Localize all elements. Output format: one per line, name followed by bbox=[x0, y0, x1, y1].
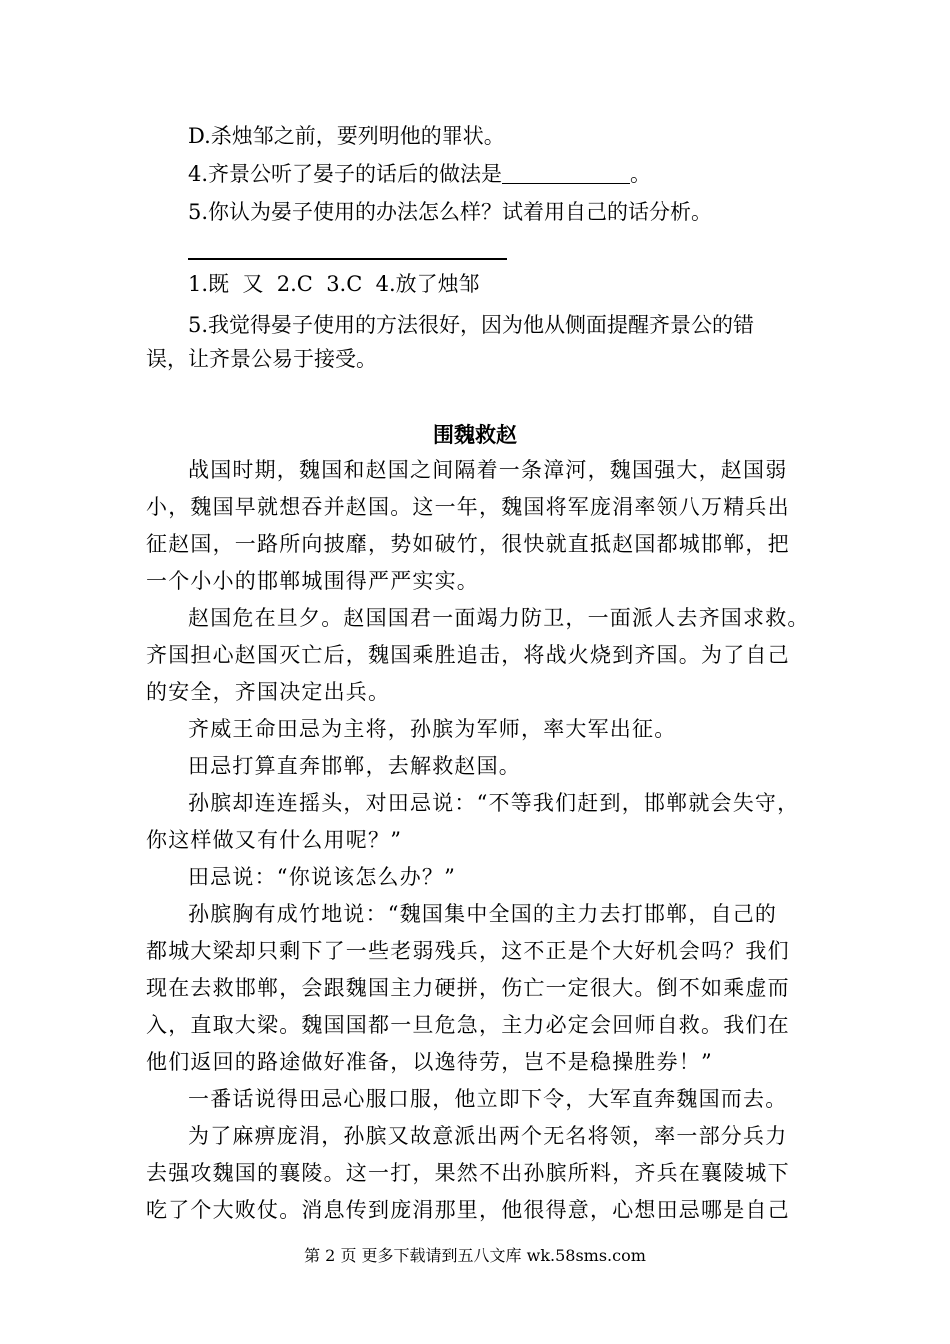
question-d-option: D.杀烛邹之前，要列明他的罪状。 bbox=[188, 124, 505, 148]
page-footer: 第 2 页 更多下载请到五八文库 wk.58sms.com bbox=[304, 1246, 646, 1265]
story-line: 他们返回的路途做好准备，以逸待劳，岂不是稳操胜券！” bbox=[146, 1050, 713, 1074]
answer-line-3: 误，让齐景公易于接受。 bbox=[146, 347, 377, 371]
story-line: 孙膑胸有成竹地说：“魏国集中全国的主力去打邯郸，自己的 bbox=[188, 902, 778, 926]
story-line: 一番话说得田忌心服口服，他立即下令，大军直奔魏国而去。 bbox=[188, 1087, 788, 1111]
story-line: 齐威王命田忌为主将，孙膑为军师，率大军出征。 bbox=[188, 717, 677, 741]
story-line: 田忌说：“你说该怎么办？” bbox=[188, 865, 457, 889]
story-line: 战国时期，魏国和赵国之间隔着一条漳河，魏国强大，赵国弱 bbox=[188, 458, 788, 482]
story-title: 围魏救赵 bbox=[433, 422, 517, 447]
question-4 bbox=[188, 160, 651, 188]
story-line: 去强攻魏国的襄陵。这一打，果然不出孙膑所料，齐兵在襄陵城下 bbox=[146, 1161, 790, 1185]
question-4-end: 。 bbox=[630, 162, 652, 186]
story-line: 都城大梁却只剩下了一些老弱残兵，这不正是个大好机会吗？我们 bbox=[146, 939, 790, 963]
question-5: 5.你认为晏子使用的办法怎么样？试着用自己的话分析。 bbox=[188, 200, 713, 224]
story-line: 征赵国，一路所向披靡，势如破竹，很快就直抵赵国都城邯郸，把 bbox=[146, 532, 790, 556]
story-line: 你这样做又有什么用呢？” bbox=[146, 828, 403, 852]
answer-line-2: 5.我觉得晏子使用的方法很好，因为他从侧面提醒齐景公的错 bbox=[188, 313, 755, 337]
story-line: 入，直取大梁。魏国国都一旦危急，主力必定会回师自救。我们在 bbox=[146, 1013, 790, 1037]
answer-line-1: 1.既 又 2.C 3.C 4.放了烛邹 bbox=[188, 272, 480, 296]
story-line: 田忌打算直奔邯郸，去解救赵国。 bbox=[188, 754, 521, 778]
story-line: 的安全，齐国决定出兵。 bbox=[146, 680, 391, 704]
story-line: 为了麻痹庞涓，孙膑又故意派出两个无名将领，率一部分兵力 bbox=[188, 1124, 788, 1148]
answer-blank bbox=[502, 163, 630, 184]
story-line: 现在去救邯郸，会跟魏国主力硬拼，伤亡一定很大。倒不如乘虚而 bbox=[146, 976, 790, 1000]
answer-rule bbox=[188, 258, 507, 260]
story-line: 孙膑却连连摇头，对田忌说：“不等我们赶到，邯郸就会失守， bbox=[188, 791, 800, 815]
story-line: 齐国担心赵国灭亡后，魏国乘胜追击，将战火烧到齐国。为了自己 bbox=[146, 643, 790, 667]
story-line: 一个小小的邯郸城围得严严实实。 bbox=[146, 569, 479, 593]
story-line: 吃了个大败仗。消息传到庞涓那里，他很得意，心想田忌哪是自己 bbox=[146, 1198, 790, 1222]
question-4-text: 4.齐景公听了晏子的话后的做法是 bbox=[188, 162, 503, 186]
story-line: 赵国危在旦夕。赵国国君一面竭力防卫，一面派人去齐国求救。 bbox=[188, 606, 810, 630]
story-line: 小，魏国早就想吞并赵国。这一年，魏国将军庞涓率领八万精兵出 bbox=[146, 495, 790, 519]
